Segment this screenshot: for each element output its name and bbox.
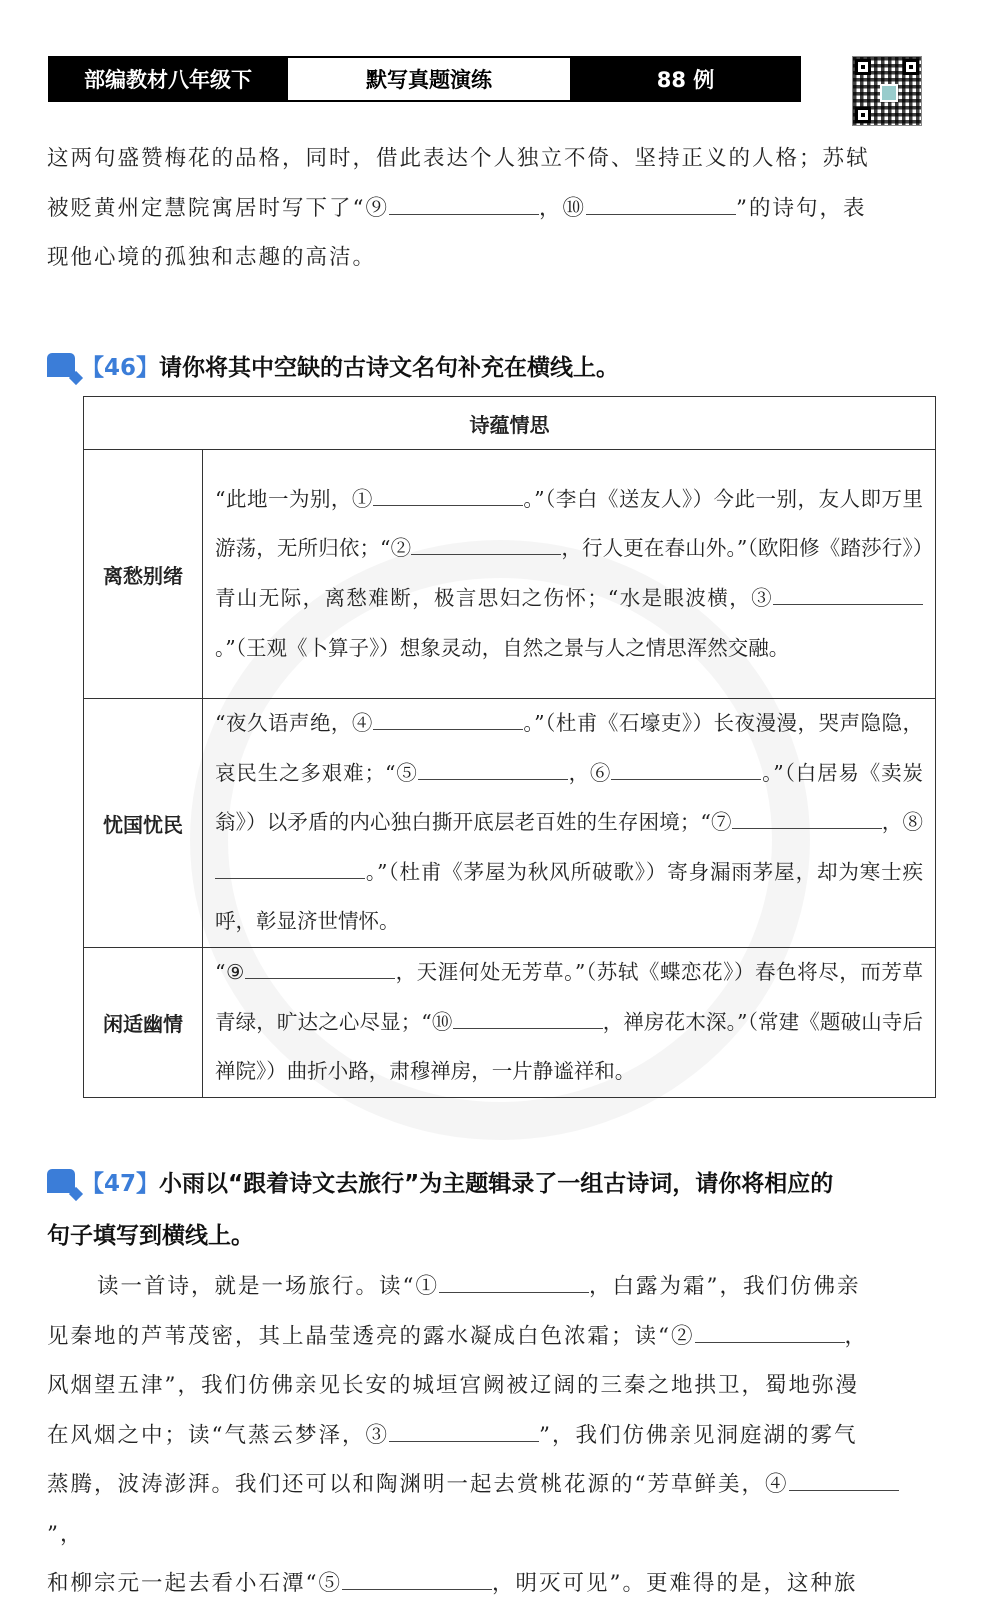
table-row: [84, 450, 936, 699]
fill-blank[interactable]: [773, 582, 923, 605]
text-segment: 。”（杜甫《茅屋为秋风所破歌》）寄身漏雨茅屋，却为寒士疾呼，彰显济世情怀。: [215, 859, 923, 934]
intro-line: 这两句盛赞梅花的品格，同时，借此表达个人独立不倚、坚持正义的人格；苏轼: [47, 146, 870, 171]
fill-blank[interactable]: [611, 757, 761, 780]
question-title: 小雨以“跟着诗文去旅行”为主题辑录了一组古诗词，请你将相应的: [159, 1171, 834, 1197]
text-segment: 。”（杜甫《石壕吏》）长夜漫漫，哭声隐隐，哀民生之多艰难；“⑤: [215, 711, 923, 785]
fill-blank[interactable]: [373, 483, 523, 506]
text-segment: “⑨: [215, 960, 245, 984]
q47-line: [47, 1262, 927, 1312]
text-segment: 蒸腾，波涛澎湃。我们还可以和陶渊明一起去赏桃花源的“芳草鲜美，④: [47, 1472, 789, 1497]
row-category: 忧国忧民: [84, 699, 203, 948]
intro-text: ”的诗句，表: [736, 195, 867, 221]
question-icon: [47, 1169, 75, 1193]
header-grade-label: 部编教材八年级下: [50, 58, 286, 100]
fill-blank[interactable]: [732, 806, 882, 829]
text-segment: ”，: [47, 1521, 84, 1547]
q47-line: [47, 1312, 927, 1362]
table-header: 诗蕴情思: [84, 397, 936, 450]
table-row: [84, 699, 936, 948]
intro-line: [47, 184, 927, 234]
fill-blank[interactable]: [215, 856, 365, 879]
question-number: 【46】: [81, 355, 160, 381]
text-segment: 。”（白居易《卖炭翁》）以矛盾的内心独白撕开底层老百姓的生存困境；“⑦: [215, 760, 924, 835]
table-row: [84, 948, 936, 1098]
header-bar: [48, 56, 801, 102]
poem-table: [83, 396, 936, 1098]
intro-line: 现他心境的孤独和志趣的高洁。: [47, 245, 377, 270]
text-segment: 。”（李白《送友人》）今此一别，友人即万里游荡，无所归依；“②: [215, 486, 923, 561]
fill-blank[interactable]: [789, 1468, 899, 1491]
fill-blank[interactable]: [439, 1270, 589, 1293]
text-segment: ，明灭可见”。更难得的是，这种旅: [492, 1571, 858, 1596]
text-segment: ，白露为霜”，我们仿佛亲: [589, 1274, 861, 1299]
intro-text: 被贬黄州定慧院寓居时写下了“⑨: [47, 195, 389, 221]
question-title-line: [47, 1158, 937, 1210]
intro-text: ，⑩: [539, 195, 587, 221]
q47-line: [47, 1559, 927, 1609]
text-segment: “此地一为别，①: [215, 486, 373, 511]
question-number: 【47】: [81, 1171, 160, 1197]
row-text: [203, 450, 936, 699]
row-category: 离愁别绪: [84, 450, 203, 699]
fill-blank[interactable]: [373, 707, 523, 730]
text-segment: 见秦地的芦苇茂密，其上晶莹透亮的露水凝成白色浓霜；读“②: [47, 1323, 695, 1349]
fill-blank[interactable]: [695, 1320, 845, 1343]
text-segment: ，: [844, 1323, 869, 1349]
q47-line: [47, 1460, 927, 1559]
question-title: 请你将其中空缺的古诗文名句补充在横线上。: [159, 355, 620, 381]
row-text: [203, 699, 936, 948]
text-segment: ”，我们仿佛亲见洞庭湖的雾气: [539, 1422, 858, 1448]
question-icon: [47, 353, 75, 377]
fill-blank[interactable]: [389, 1419, 539, 1442]
text-segment: 。”（王观《卜算子》）想象灵动，自然之景与人之情思浑然交融。: [215, 635, 790, 660]
fill-blank[interactable]: [453, 1006, 603, 1029]
fill-blank[interactable]: [418, 757, 568, 780]
header-title: 默写真题演练: [286, 58, 572, 100]
fill-blank[interactable]: [245, 956, 395, 979]
question-46-heading: [47, 342, 937, 394]
intro-paragraph: [47, 134, 927, 283]
text-segment: 读一首诗，就是一场旅行。读“①: [97, 1274, 439, 1299]
text-segment: ，⑥: [567, 760, 612, 785]
qr-code-icon: [852, 56, 922, 126]
text-segment: ，⑧: [881, 810, 924, 835]
question-47-heading: [47, 1158, 937, 1262]
fill-blank[interactable]: [586, 192, 736, 215]
row-category: 闲适幽情: [84, 948, 203, 1098]
q47-paragraph: [47, 1262, 927, 1609]
q47-line: [47, 1411, 927, 1461]
q47-line: 风烟望五津”，我们仿佛亲见长安的城垣宫阙被辽阔的三秦之地拱卫，蜀地弥漫: [47, 1373, 859, 1398]
question-title-line: 句子填写到横线上。: [47, 1223, 254, 1249]
text-segment: ，禅房花木深。”（常建《题破山寺后禅院》）曲折小路，肃穆禅房，一片静谧祥和。: [215, 1009, 924, 1084]
fill-blank[interactable]: [389, 192, 539, 215]
text-segment: ，天涯何处无芳草。”（苏轼《蝶恋花》）春色将尽，而芳草青绿，旷达之心尽显；“⑩: [215, 960, 924, 1034]
fill-blank[interactable]: [342, 1567, 492, 1590]
text-segment: ，行人更在春山外。”（欧阳修《踏莎行》）青山无际，离愁难断，极言思妇之伤怀；“水是眼波横，③: [215, 536, 923, 610]
text-segment: 在风烟之中；读“气蒸云梦泽，③: [47, 1422, 389, 1448]
text-segment: 和柳宗元一起去看小石潭“⑤: [47, 1571, 342, 1596]
text-segment: “夜久语声绝，④: [215, 711, 373, 736]
header-count: 88 例: [572, 58, 799, 100]
fill-blank[interactable]: [411, 532, 561, 555]
row-text: [203, 948, 936, 1098]
